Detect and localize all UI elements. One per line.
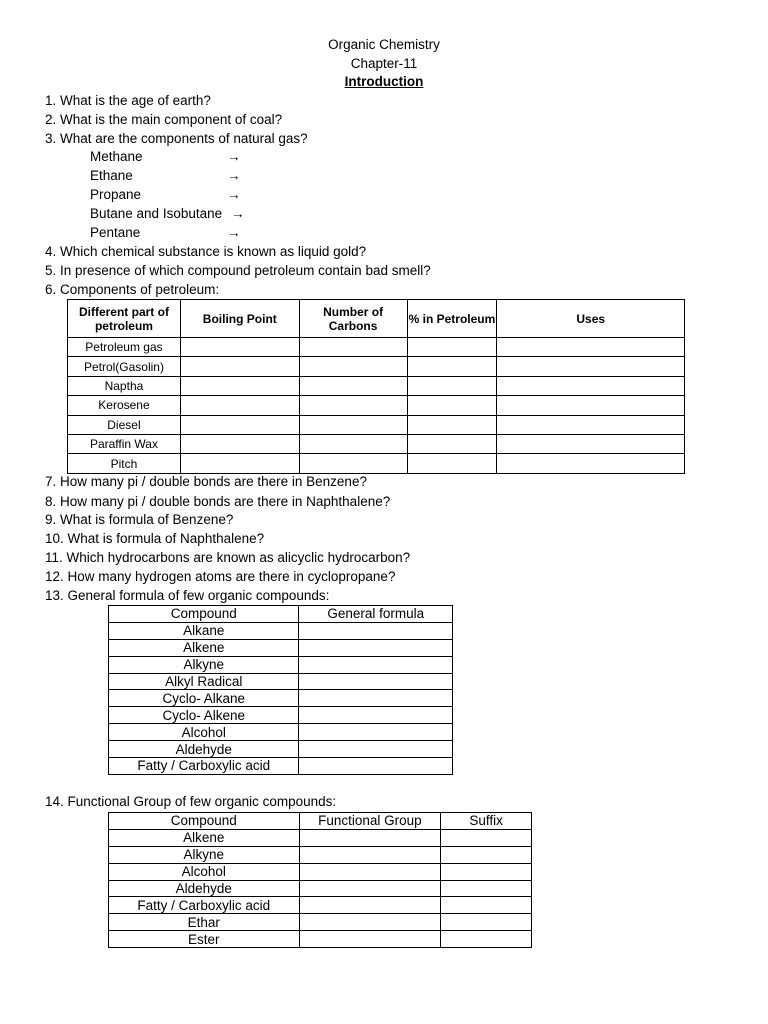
table-row xyxy=(109,741,453,758)
answer-cell xyxy=(497,396,685,415)
table-row xyxy=(68,454,685,473)
answer-cell xyxy=(497,357,685,376)
row-label: Alkene xyxy=(109,829,300,846)
row-label: Cyclo- Alkane xyxy=(109,690,299,707)
answer-cell xyxy=(299,897,441,914)
answer-cell xyxy=(299,863,441,880)
row-label: Diesel xyxy=(68,415,181,434)
answer-cell xyxy=(299,338,407,357)
answer-cell xyxy=(299,454,407,473)
answer-cell xyxy=(180,396,299,415)
answer-cell xyxy=(441,880,532,897)
answer-cell xyxy=(299,415,407,434)
table-row xyxy=(109,656,453,673)
table-row xyxy=(68,396,685,415)
answer-cell xyxy=(299,639,453,656)
arrow-icon: → xyxy=(227,187,241,202)
row-label: Petroleum gas xyxy=(68,338,181,357)
answer-cell xyxy=(299,914,441,931)
header-part: Different part of petroleum xyxy=(68,300,181,338)
answer-cell xyxy=(180,454,299,473)
answer-cell xyxy=(407,338,497,357)
question-2: 2. What is the main component of coal? xyxy=(45,112,283,127)
answer-cell xyxy=(299,931,441,948)
answer-cell xyxy=(407,396,497,415)
functional-group-table xyxy=(108,812,532,948)
table-row xyxy=(68,338,685,357)
header-percent: % in Petroleum xyxy=(407,300,497,338)
row-label: Alkyl Radical xyxy=(109,673,299,690)
general-formula-table xyxy=(108,605,453,775)
question-7: 7. How many pi / double bonds are there in Benzene? xyxy=(45,474,367,489)
answer-cell xyxy=(407,376,497,395)
answer-cell xyxy=(407,434,497,453)
table-header-row xyxy=(68,300,685,338)
arrow-icon: → xyxy=(231,206,245,221)
answer-cell xyxy=(441,863,532,880)
table-row xyxy=(109,639,453,656)
answer-cell xyxy=(407,415,497,434)
answer-cell xyxy=(299,434,407,453)
table-header-row xyxy=(109,606,453,623)
row-label: Petrol(Gasolin) xyxy=(68,357,181,376)
gas-butane: Butane and Isobutane xyxy=(90,206,223,221)
answer-cell xyxy=(441,829,532,846)
header-compound: Compound xyxy=(109,606,299,623)
row-label: Paraffin Wax xyxy=(68,434,181,453)
table-row xyxy=(109,880,532,897)
question-8: 8. How many pi / double bonds are there in Naphthalene? xyxy=(45,494,391,509)
answer-cell xyxy=(299,741,453,758)
row-label: Kerosene xyxy=(68,396,181,415)
section-heading: Introduction xyxy=(344,74,424,89)
row-label: Aldehyde xyxy=(109,741,299,758)
answer-cell xyxy=(441,846,532,863)
table-row xyxy=(109,707,453,724)
petroleum-table xyxy=(67,299,685,474)
gas-ethane: Ethane xyxy=(90,168,133,183)
answer-cell xyxy=(299,846,441,863)
row-label: Fatty / Carboxylic acid xyxy=(109,758,299,775)
answer-cell xyxy=(497,338,685,357)
answer-cell xyxy=(180,338,299,357)
gas-propane: Propane xyxy=(90,187,142,202)
row-label: Alkane xyxy=(109,622,299,639)
table-row xyxy=(109,829,532,846)
row-label: Pitch xyxy=(68,454,181,473)
answer-cell xyxy=(180,434,299,453)
table-row xyxy=(109,931,532,948)
answer-cell xyxy=(299,357,407,376)
answer-cell xyxy=(407,357,497,376)
header-suffix: Suffix xyxy=(441,813,532,830)
question-14: 14. Functional Group of few organic compounds: xyxy=(45,794,337,809)
answer-cell xyxy=(497,434,685,453)
question-9: 9. What is formula of Benzene? xyxy=(45,512,234,527)
answer-cell xyxy=(180,376,299,395)
arrow-icon: → xyxy=(227,225,241,240)
row-label: Cyclo- Alkene xyxy=(109,707,299,724)
table-row xyxy=(109,846,532,863)
table-row xyxy=(109,673,453,690)
table-row xyxy=(109,758,453,775)
question-3: 3. What are the components of natural gas? xyxy=(45,131,308,146)
header-functional-group: Functional Group xyxy=(299,813,441,830)
question-1: 1. What is the age of earth? xyxy=(45,93,211,108)
answer-cell xyxy=(407,454,497,473)
header-uses: Uses xyxy=(497,300,685,338)
answer-cell xyxy=(180,357,299,376)
row-label: Fatty / Carboxylic acid xyxy=(109,897,300,914)
table-row xyxy=(109,914,532,931)
table-row xyxy=(109,690,453,707)
table-row xyxy=(68,415,685,434)
answer-cell xyxy=(299,758,453,775)
answer-cell xyxy=(497,376,685,395)
answer-cell xyxy=(299,622,453,639)
table-row xyxy=(109,897,532,914)
row-label: Naptha xyxy=(68,376,181,395)
question-11: 11. Which hydrocarbons are known as alicyclic hydrocarbon? xyxy=(45,550,411,565)
table-row xyxy=(68,357,685,376)
row-label: Alkyne xyxy=(109,846,300,863)
row-label: Ester xyxy=(109,931,300,948)
row-label: Alcohol xyxy=(109,724,299,741)
answer-cell xyxy=(299,829,441,846)
answer-cell xyxy=(299,724,453,741)
arrow-icon: → xyxy=(227,149,241,164)
question-6: 6. Components of petroleum: xyxy=(45,282,220,297)
answer-cell xyxy=(441,914,532,931)
answer-cell xyxy=(299,673,453,690)
header-general-formula: General formula xyxy=(299,606,453,623)
row-label: Aldehyde xyxy=(109,880,300,897)
chapter-label: Chapter-11 xyxy=(350,56,418,71)
answer-cell xyxy=(497,415,685,434)
question-5: 5. In presence of which compound petroleum contain bad smell? xyxy=(45,263,431,278)
table-row xyxy=(109,724,453,741)
header-compound: Compound xyxy=(109,813,300,830)
answer-cell xyxy=(441,931,532,948)
gas-methane: Methane xyxy=(90,149,143,164)
question-4: 4. Which chemical substance is known as liquid gold? xyxy=(45,244,367,259)
row-label: Alcohol xyxy=(109,863,300,880)
question-10: 10. What is formula of Naphthalene? xyxy=(45,531,265,546)
answer-cell xyxy=(441,897,532,914)
row-label: Alkyne xyxy=(109,656,299,673)
row-label: Alkene xyxy=(109,639,299,656)
answer-cell xyxy=(299,880,441,897)
table-header-row xyxy=(109,813,532,830)
table-row xyxy=(68,376,685,395)
question-13: 13. General formula of few organic compounds: xyxy=(45,588,330,603)
header-boiling-point: Boiling Point xyxy=(180,300,299,338)
answer-cell xyxy=(299,707,453,724)
answer-cell xyxy=(299,396,407,415)
table-row xyxy=(109,863,532,880)
answer-cell xyxy=(180,415,299,434)
question-12: 12. How many hydrogen atoms are there in cyclopropane? xyxy=(45,569,396,584)
answer-cell xyxy=(497,454,685,473)
document-title: Organic Chemistry xyxy=(328,37,440,52)
table-row xyxy=(68,434,685,453)
gas-pentane: Pentane xyxy=(90,225,141,240)
answer-cell xyxy=(299,376,407,395)
arrow-icon: → xyxy=(227,168,241,183)
row-label: Ethar xyxy=(109,914,300,931)
header-carbons: Number of Carbons xyxy=(299,300,407,338)
answer-cell xyxy=(299,656,453,673)
answer-cell xyxy=(299,690,453,707)
table-row xyxy=(109,622,453,639)
